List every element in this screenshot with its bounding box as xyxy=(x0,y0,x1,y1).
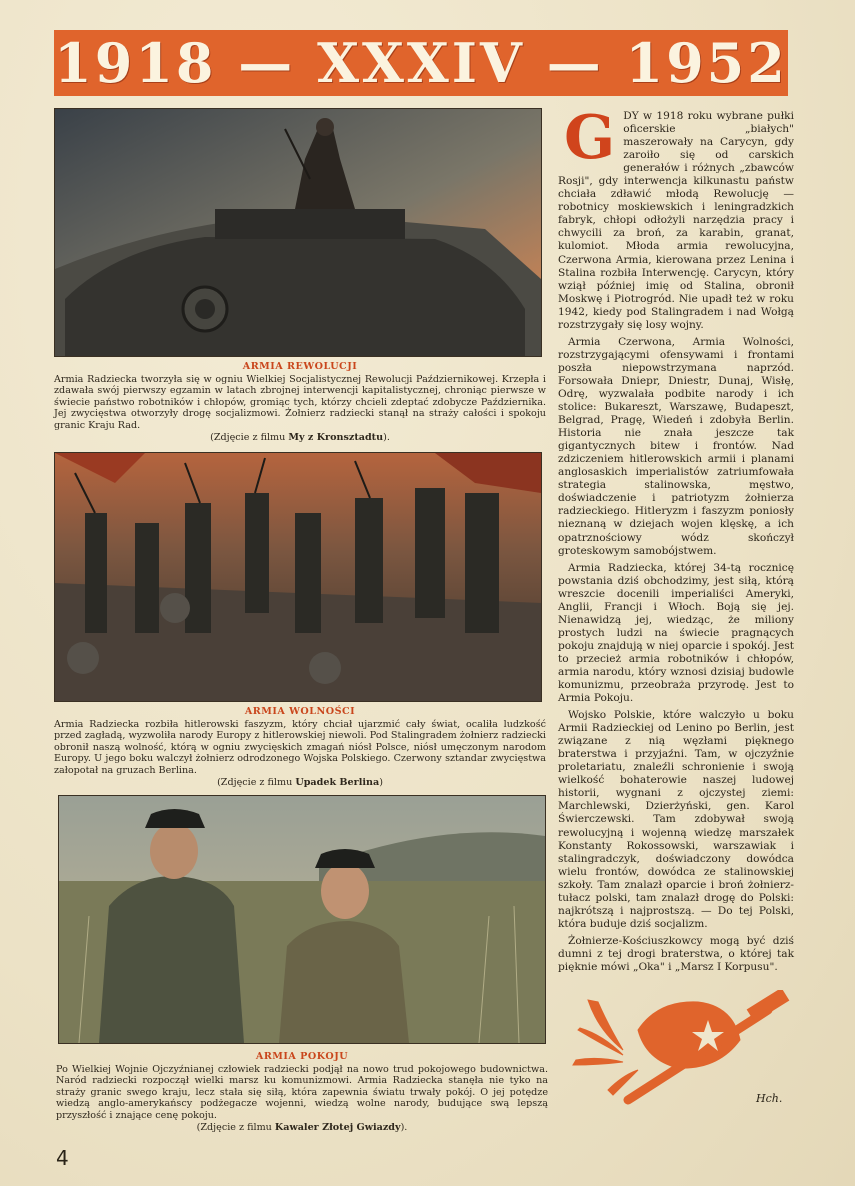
photo-soldiers-victory xyxy=(54,452,542,702)
artist-signature: Hch. xyxy=(756,1092,783,1105)
caption-title: ARMIA POKOJU xyxy=(255,1051,349,1062)
film-title: My z Kronsztadtu xyxy=(288,431,384,443)
film-title: Upadek Berlina xyxy=(295,776,380,788)
title-banner xyxy=(54,30,788,96)
caption-title: ARMIA REWOLUCJI xyxy=(242,361,358,372)
caption-title: ARMIA WOLNOŚCI xyxy=(244,706,356,717)
banner-title: 1918 — XXXIV — 1952 xyxy=(54,31,788,95)
article-paragraph: Żołnierze-Kościuszkowcy mogą być dziś dumni z tej drogi braterstwa, o której tak pięknie mówi „Oka" i „Marsz I Korpusu". xyxy=(558,934,794,973)
page-number: 4 xyxy=(56,1146,69,1170)
article-column xyxy=(558,103,794,978)
photo-officers-field xyxy=(58,795,546,1044)
caption-credit: (Zdjęcie z filmu Kawaler Złotej Gwiazdy). xyxy=(196,1121,408,1133)
drop-cap: G xyxy=(564,103,616,173)
caption-revolution xyxy=(54,361,546,443)
caption-credit: (Zdjęcie z filmu My z Kronsztadtu). xyxy=(210,431,390,443)
article-paragraph: Armia Radziecka, której 34-tą rocznicę powstania dziś obchodzimy, jest siłą, którą wreszcie docenili imperialiści Ameryki, Anglii, Francji i Włoch. Boją się jej. Nienawidzą jej, wiedząc, że miliony prostych ludzi na świecie pragnących pokoju znajdują w niej oparcie i spokój. Jest to przecież armia robotników i chłopów, armia narodu, który wznosi dzisiaj budowle komunizmu, przeobraża przyrodę. Jest to Armia Pokoju. xyxy=(558,561,794,705)
caption-body: Armia Radziecka tworzyła się w ogniu Wielkiej Socjalistycznej Rewolucji Październikowej. Krzepła i zdawała swój pierwszy egzamin w latach zbrojnej interwencji kapitalistycznej, chroniąc pierwsze w świecie państwo robotników i chłopów, gromiąc tych, którzy chcieli zdeptać zdobycze Października. Jej zwycięstwa otworzyły drogę socjalizmowi. Żołnierz radziecki stanął na straży całości i spokoju granic Kraju Rad. xyxy=(54,373,546,431)
film-title: Kawaler Złotej Gwiazdy xyxy=(274,1121,401,1133)
caption-peace xyxy=(56,1051,548,1133)
caption-freedom xyxy=(54,706,546,788)
article-paragraph: Wojsko Polskie, które walczyło u boku Armii Radzieckiej od Lenino po Berlin, jest związane z nią węzłami pięknego braterstwa i przyjaźni. Tam, w ojczyźnie proletariatu, znaleźli schronienie i swoją wielkość bohaterowie naszej ludowej historii, wygnani z ojczystej ziemi: Marchlewski, Dzierżyński, gen. Karol Świerczewski. Tam zdobywał swoją rewolucyjną i wojenną wiedzę marszałek Konstanty Rokossowski, warszawiak i stalingradczyk, doświadczony dowódca wielu frontów, dowódca ze stalinowskiej szkoły. Tam znalazł oparcie i broń żołnierz-tułacz polski, tam znalazł drogę do Polski: najkrótszą i najprostszą. — Do tej Polski, która buduje dziś socjalizm. xyxy=(558,709,794,930)
caption-credit: (Zdjęcie z filmu Upadek Berlina) xyxy=(217,776,383,788)
photo-tank-soldier xyxy=(54,108,542,357)
helmet-star-emblem-icon xyxy=(568,990,798,1120)
article-paragraph: GDY w 1918 roku wybrane pułki oficerskie „białych" maszerowały na Carycyn, gdy zaroiło się od carskich generałów i różnych „zbawców Rosji", gdy interwencja kilkunastu państw chciała zdławić młodą Rewolucję — robotnicy moskiewskich i leningradzkich fabryk, chłopi odłożyli narzędzia pracy i chwycili za broń, za karabin, granat, kulomiot. Młoda armia rewolucyjna, Czerwona Armia, kierowana przez Lenina i Stalina rozbiła Interwencję. Carycyn, który wziął później imię od Stalina, obronił Moskwę i Piotrogród. Nie upadł też w roku 1942, kiedy pod Stalingradem i nad Wołgą rozstrzygały się losy wojny. xyxy=(558,103,794,331)
caption-body: Armia Radziecka rozbiła hitlerowski faszyzm, który chciał ujarzmić cały świat, ocaliła ludzkość przed zagładą, wyzwoliła narody Europy z hitlerowskiej niewoli. Pod Stalingradem żołnierz radziecki obronił naszą wolność, którą w ogniu zwycięskich zmagań niósł Polsce, niósł umęczonym narodom Europy. U jego boku walczył żołnierz odrodzonego Wojska Polskiego. Czerwony sztandar zwycięstwa załopotał na gruzach Berlina. xyxy=(54,718,546,776)
article-paragraph: Armia Czerwona, Armia Wolności, rozstrzygającymi ofensywami i frontami poszła niepowstrzymana naprzód. Forsowała Dniepr, Dniestr, Dunaj, Wisłę, Odrę, wyzwalała podbite narody i ich stolice: Bukareszt, Warszawę, Budapeszt, Belgrad, Pragę, Wiedeń i zdobyła Berlin. Historia nie znała jeszcze tak gigantycznych bitew i frontów. Nad zdziczeniem hitlerowskich armii i planami anglosaskich imperialistów zatriumfowała strategia stalinowska, męstwo, doświadczenie i patriotyzm żołnierza radzieckiego. Hitleryzm i faszyzm poniosły nieznaną w dziejach wojen klęskę, a ich opatrznościowy wódz skończył groteskowym samobójstwem. xyxy=(558,335,794,557)
caption-body: Po Wielkiej Wojnie Ojczyźnianej człowiek radziecki podjął na nowo trud pokojowego budownictwa. Naród radziecki rozpoczął wielki marsz ku komunizmowi. Armia Radziecka stanęła nie tyko na straży granic swego kraju, lecz stała się siłą, która zapewnia światu trwały pokój. O jej potędze wiedzą anglo-amerykańscy podżegacze wojenni, wiedzą wolne narody, budujące swą lepszą przyszłość i znające cenę pokoju. xyxy=(56,1063,548,1121)
